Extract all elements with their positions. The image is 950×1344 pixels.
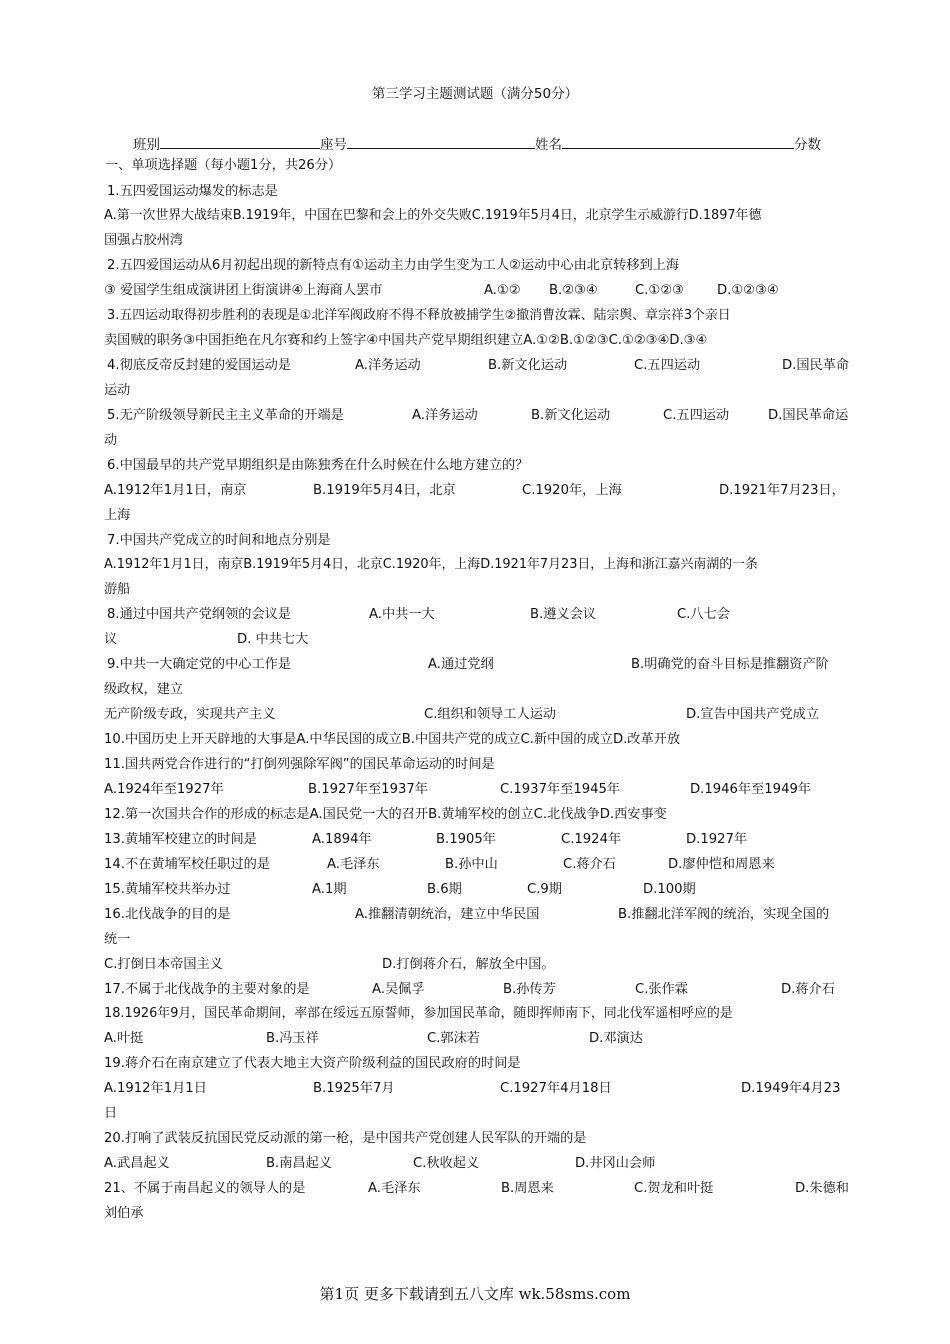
page-title: 第三学习主题测试题（满分50分） — [371, 86, 579, 102]
q5-option-c: C.五四运动 — [663, 408, 730, 423]
score-label: 分数 — [794, 137, 821, 153]
q8-option-c: C.八七会 — [677, 607, 730, 622]
q11-option-d: D.1946年至1949年 — [690, 782, 812, 797]
page-footer: 第1页 更多下载请到五八文库 wk.58sms.com — [319, 1285, 631, 1303]
q13-option-a: A.1894年 — [312, 832, 372, 847]
q4-wrap: 运动 — [104, 383, 131, 398]
q4-stem: 4.彻底反帝反封建的爱国运动是 — [107, 358, 292, 373]
q17-option-c: C.张作霖 — [635, 982, 688, 997]
q8-option-b: B.遵义会议 — [530, 607, 596, 622]
q8-wrap: 议 — [104, 632, 118, 647]
section-heading: 一、单项选择题（每小题1分，共26分） — [105, 158, 342, 173]
name-blank[interactable] — [562, 136, 794, 149]
q16-option-d: D.打倒蒋介石，解放全中国。 — [382, 957, 555, 972]
q4-option-d: D.国民革命 — [782, 358, 850, 373]
q2-option-c: C.①②③ — [635, 283, 684, 298]
q9-option-d: D.宣告中国共产党成立 — [686, 707, 820, 722]
class-label: 班别 — [133, 137, 160, 153]
q16-wrap: 统一 — [104, 932, 131, 947]
q3-stem: 3.五四运动取得初步胜利的表现是①北洋军阀政府不得不释放被捕学生②撤消曹汝霖、陆宗舆、章宗祥3个亲日 — [107, 308, 731, 323]
seat-label: 座号 — [320, 137, 347, 153]
q8-option-d: D. 中共七大 — [237, 632, 309, 647]
q8-option-a: A.中共一大 — [369, 607, 435, 622]
q15-option-d: D.100期 — [643, 882, 696, 897]
q19-wrap: 日 — [104, 1106, 118, 1121]
q9-option-a: A.通过党纲 — [428, 657, 494, 672]
q14-stem: 14.不在黄埔军校任职过的是 — [104, 857, 271, 872]
q11-option-b: B.1927年至1937年 — [308, 782, 428, 797]
name-label: 姓名 — [535, 137, 562, 153]
q5-wrap: 动 — [104, 433, 118, 448]
q16-option-c: C.打倒日本帝国主义 — [104, 957, 223, 972]
q20-option-d: D.井冈山会师 — [575, 1156, 656, 1171]
q5-stem: 5.无产阶级领导新民主主义革命的开端是 — [107, 408, 344, 423]
q9-stem: 9.中共一大确定党的中心工作是 — [107, 657, 292, 672]
q9-option-c: C.组织和领导工人运动 — [424, 707, 557, 722]
q17-option-b: B.孙传芳 — [503, 982, 556, 997]
q2-stem: 2.五四爱国运动从6月初起出现的新特点有①运动主力由学生变为工人②运动中心由北京转移到上海 — [107, 258, 680, 273]
q15-stem: 15.黄埔军校共举办过 — [104, 882, 231, 897]
q6-option-d: D.1921年7月23日， — [719, 483, 845, 498]
q14-option-b: B.孙中山 — [445, 857, 498, 872]
q7-options: A.1912年1月1日，南京B.1919年5月4日，北京C.1920年，上海D.1921年7月23日，上海和浙江嘉兴南湖的一条 — [104, 557, 758, 572]
q21-wrap: 刘伯承 — [104, 1206, 144, 1221]
q20-option-c: C.秋收起义 — [413, 1156, 480, 1171]
q4-option-b: B.新文化运动 — [488, 358, 568, 373]
q2-option-a: A.①② — [484, 283, 521, 298]
q12-stem: 12.第一次国共合作的形成的标志是A.国民党一大的召开B.黄埔军校的创立C.北伐战争D.西安事变 — [104, 807, 667, 822]
q2-option-b: B.②③④ — [549, 283, 598, 298]
q6-wrap: 上海 — [104, 508, 131, 523]
q21-stem: 21、不属于南昌起义的领导人的是 — [104, 1181, 306, 1196]
q14-option-c: C.蒋介石 — [563, 857, 616, 872]
q6-option-a: A.1912年1月1日，南京 — [104, 483, 247, 498]
q4-option-c: C.五四运动 — [634, 358, 701, 373]
q21-option-a: A.毛泽东 — [368, 1181, 421, 1196]
q20-option-b: B.南昌起义 — [266, 1156, 332, 1171]
q17-stem: 17.不属于北伐战争的主要对象的是 — [104, 982, 310, 997]
q6-option-b: B.1919年5月4日，北京 — [313, 483, 456, 498]
q3-line2: 卖国贼的职务③中国拒绝在凡尔赛和约上签字④中国共产党早期组织建立A.①②B.①②③C.①②③④D.③④ — [104, 333, 708, 348]
q20-option-a: A.武昌起义 — [104, 1156, 170, 1171]
q6-stem: 6.中国最早的共产党早期组织是由陈独秀在什么时候在什么地方建立的？ — [107, 458, 529, 473]
q16-option-a: A.推翻清朝统治，建立中华民国 — [355, 907, 540, 922]
q14-option-a: A.毛泽东 — [327, 857, 380, 872]
q10-stem: 10.中国历史上开天辟地的大事是A.中华民国的成立B.中国共产党的成立C.新中国的成立D.改革开放 — [104, 732, 681, 747]
q21-option-b: B.周恩来 — [501, 1181, 554, 1196]
q15-option-a: A.1期 — [312, 882, 347, 897]
q1-stem: 1.五四爱国运动爆发的标志是 — [107, 184, 278, 199]
q21-option-d: D.朱德和 — [795, 1181, 849, 1196]
q21-option-c: C.贺龙和叶挺 — [634, 1181, 714, 1196]
q8-stem: 8.通过中国共产党纲领的会议是 — [107, 607, 292, 622]
q18-option-d: D.邓演达 — [589, 1031, 643, 1046]
q4-option-a: A.洋务运动 — [355, 358, 421, 373]
q13-option-d: D.1927年 — [686, 832, 748, 847]
q19-stem: 19.蒋介石在南京建立了代表大地主大资产阶级利益的国民政府的时间是 — [104, 1056, 521, 1071]
seat-blank[interactable] — [347, 136, 535, 149]
q7-wrap: 游船 — [104, 582, 131, 597]
q18-stem: 18.1926年9月，国民革命期间，率部在绥远五原誓师，参加国民革命，随即挥师南下，同北伐军遥相呼应的是 — [104, 1006, 733, 1021]
q5-option-b: B.新文化运动 — [531, 408, 611, 423]
q7-stem: 7.中国共产党成立的时间和地点分别是 — [107, 533, 331, 548]
q19-option-d: D.1949年4月23 — [741, 1081, 841, 1096]
q2-option-d: D.①②③④ — [717, 283, 779, 298]
q9-line3: 无产阶级专政，实现共产主义 — [104, 707, 276, 722]
q18-option-b: B.冯玉祥 — [266, 1031, 319, 1046]
q13-option-b: B.1905年 — [436, 832, 496, 847]
q9-option-b: B.明确党的奋斗目标是推翻资产阶 — [631, 657, 829, 672]
q18-option-c: C.郭沫若 — [427, 1031, 480, 1046]
q9-line2: 级政权，建立 — [104, 682, 184, 697]
q11-option-c: C.1937年至1945年 — [500, 782, 621, 797]
class-blank[interactable] — [160, 136, 320, 149]
q5-option-a: A.洋务运动 — [412, 408, 478, 423]
q13-stem: 13.黄埔军校建立的时间是 — [104, 832, 257, 847]
q2-line2: ③ 爱国学生组成演讲团上街演讲④上海商人罢市 — [104, 283, 383, 298]
q5-option-d: D.国民革命运 — [768, 408, 849, 423]
q19-option-a: A.1912年1月1日 — [104, 1081, 207, 1096]
q11-option-a: A.1924年至1927年 — [104, 782, 224, 797]
q11-stem: 11.国共两党合作进行的“打倒列强除军阀”的国民革命运动的时间是 — [104, 757, 495, 772]
q13-option-c: C.1924年 — [561, 832, 622, 847]
q17-option-a: A.吴佩孚 — [372, 982, 425, 997]
q1-wrap: 国强占胶州湾 — [104, 233, 184, 248]
q19-option-c: C.1927年4月18日 — [500, 1081, 612, 1096]
student-info-line — [133, 133, 821, 153]
q18-option-a: A.叶挺 — [104, 1031, 144, 1046]
q16-stem: 16.北伐战争的目的是 — [104, 907, 231, 922]
q16-option-b: B.推翻北洋军阀的统治，实现全国的 — [618, 907, 830, 922]
q15-option-b: B.6期 — [427, 882, 462, 897]
q14-option-d: D.廖仲恺和周恩来 — [668, 857, 775, 872]
q17-option-d: D.蒋介石 — [781, 982, 835, 997]
q15-option-c: C.9期 — [527, 882, 562, 897]
q19-option-b: B.1925年7月 — [313, 1081, 395, 1096]
q20-stem: 20.打响了武装反抗国民党反动派的第一枪，是中国共产党创建人民军队的开端的是 — [104, 1131, 587, 1146]
q1-options: A.第一次世界大战结束B.1919年，中国在巴黎和会上的外交失败C.1919年5月4日，北京学生示威游行D.1897年德 — [104, 208, 762, 223]
q6-option-c: C.1920年，上海 — [522, 483, 622, 498]
